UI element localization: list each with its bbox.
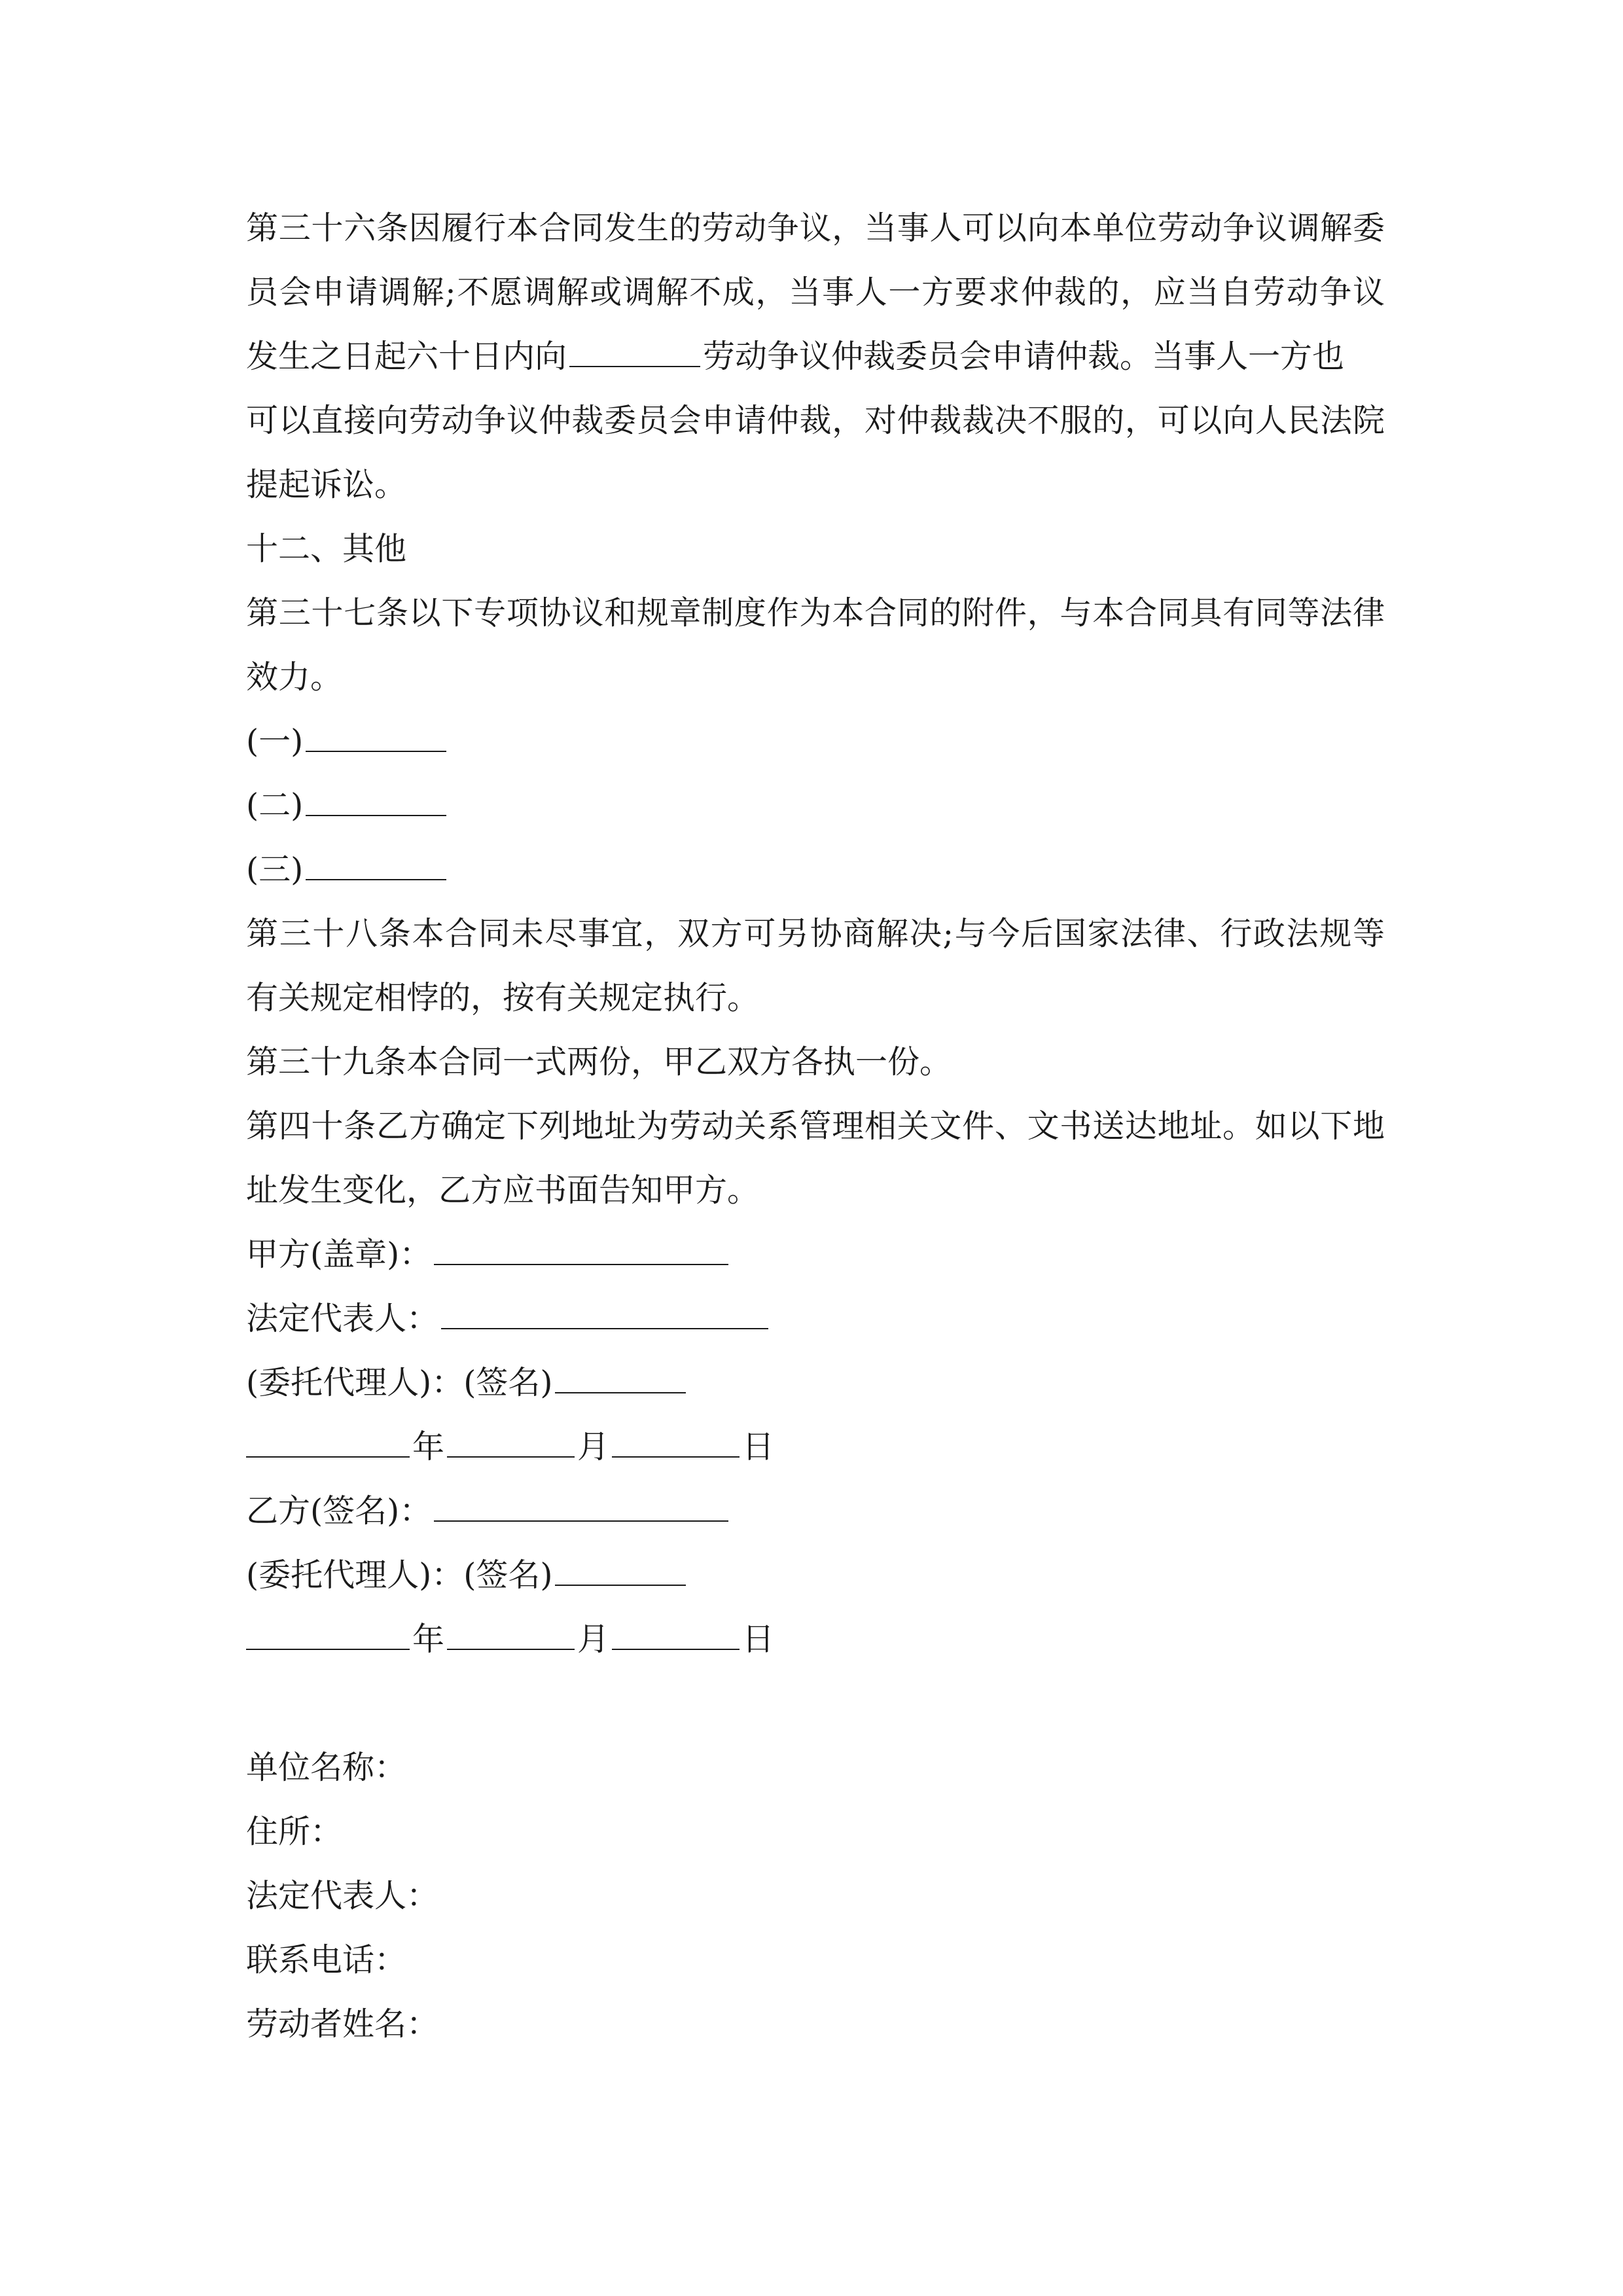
party-a-agent-label: (委托代理人)：(签名) (246, 1364, 553, 1401)
attachment-item-2 (246, 774, 1385, 838)
legal-rep-label: 法定代表人： (246, 1300, 439, 1337)
article-36-line-5: 提起诉讼。 (246, 466, 407, 503)
article-38-line-1: 第三十八条本合同未尽事宜，双方可另协商解决;与今后国家法律、行政法规等 (246, 915, 1385, 952)
party-a-day-label: 日 (742, 1428, 775, 1465)
party-b-sign-row (246, 1479, 1385, 1543)
party-b-agent-row (246, 1543, 1385, 1607)
party-a-seal-label: 甲方(盖章)： (246, 1236, 432, 1273)
party-a-agent-row (246, 1351, 1385, 1415)
document-page (246, 196, 1385, 2056)
address-label: 住所： (246, 1813, 343, 1850)
article-36-line-3-end: 劳动争议仲裁委员会申请仲裁。当事人一方也 (703, 338, 1345, 375)
party-a-month-label: 月 (577, 1428, 610, 1465)
party-a-seal-blank[interactable] (434, 1263, 728, 1265)
attachment-item-1 (246, 709, 1385, 774)
party-a-date-row (246, 1415, 1385, 1479)
section-12-heading: 十二、其他 (246, 530, 407, 567)
arbitration-committee-blank[interactable] (569, 365, 700, 367)
attachment-item-3-blank[interactable] (306, 878, 446, 880)
attachment-item-1-label: (一) (246, 723, 304, 760)
attachment-item-2-blank[interactable] (306, 814, 446, 816)
party-b-sign-blank[interactable] (434, 1520, 728, 1522)
legal-rep-row (246, 1287, 1385, 1351)
article-36-line-3 (246, 325, 1385, 389)
party-a-year-blank[interactable] (246, 1456, 410, 1458)
party-b-year-blank[interactable] (246, 1648, 410, 1650)
attachment-item-3 (246, 838, 1385, 902)
article-40-line-2: 址发生变化，乙方应书面告知甲方。 (246, 1172, 760, 1209)
worker-name-label: 劳动者姓名： (246, 2005, 439, 2043)
party-a-agent-blank[interactable] (555, 1391, 686, 1393)
article-39-line-1: 第三十九条本合同一式两份，甲乙双方各执一份。 (246, 1043, 952, 1081)
party-a-month-blank[interactable] (447, 1456, 575, 1458)
party-b-agent-label: (委托代理人)：(签名) (246, 1556, 553, 1594)
party-b-day-blank[interactable] (612, 1648, 740, 1650)
article-40-line-1: 第四十条乙方确定下列地址为劳动关系管理相关文件、文书送达地址。如以下地 (246, 1107, 1385, 1145)
attachment-item-3-label: (三) (246, 851, 304, 888)
phone-label: 联系电话： (246, 1941, 407, 1979)
attachment-item-2-label: (二) (246, 787, 304, 824)
party-b-month-blank[interactable] (447, 1648, 575, 1650)
article-36-line-1: 第三十六条因履行本合同发生的劳动争议，当事人可以向本单位劳动争议调解委 (246, 209, 1385, 247)
article-36-line-3-start: 发生之日起六十日内向 (246, 338, 567, 375)
unit-name-label: 单位名称： (246, 1749, 407, 1786)
party-a-day-blank[interactable] (612, 1456, 740, 1458)
spacer (246, 1672, 1385, 1736)
party-a-seal-row (246, 1223, 1385, 1287)
party-a-year-label: 年 (412, 1428, 445, 1465)
article-36-line-2: 员会申请调解;不愿调解或调解不成，当事人一方要求仲裁的，应当自劳动争议 (246, 274, 1385, 311)
party-b-date-row (246, 1607, 1385, 1672)
party-b-month-label: 月 (577, 1621, 610, 1658)
party-b-sign-label: 乙方(签名)： (246, 1492, 432, 1530)
party-b-year-label: 年 (412, 1621, 445, 1658)
legal-rep-blank[interactable] (441, 1327, 768, 1329)
party-b-day-label: 日 (742, 1621, 775, 1658)
party-b-agent-blank[interactable] (555, 1584, 686, 1586)
article-37-line-1: 第三十七条以下专项协议和规章制度作为本合同的附件，与本合同具有同等法律 (246, 594, 1385, 632)
article-38-line-2: 有关规定相悖的，按有关规定执行。 (246, 979, 760, 1016)
contact-legal-rep-label: 法定代表人： (246, 1877, 439, 1914)
article-36-line-4: 可以直接向劳动争议仲裁委员会申请仲裁，对仲裁裁决不服的，可以向人民法院 (246, 402, 1385, 439)
attachment-item-1-blank[interactable] (306, 750, 446, 752)
article-37-line-2: 效力。 (246, 658, 343, 696)
